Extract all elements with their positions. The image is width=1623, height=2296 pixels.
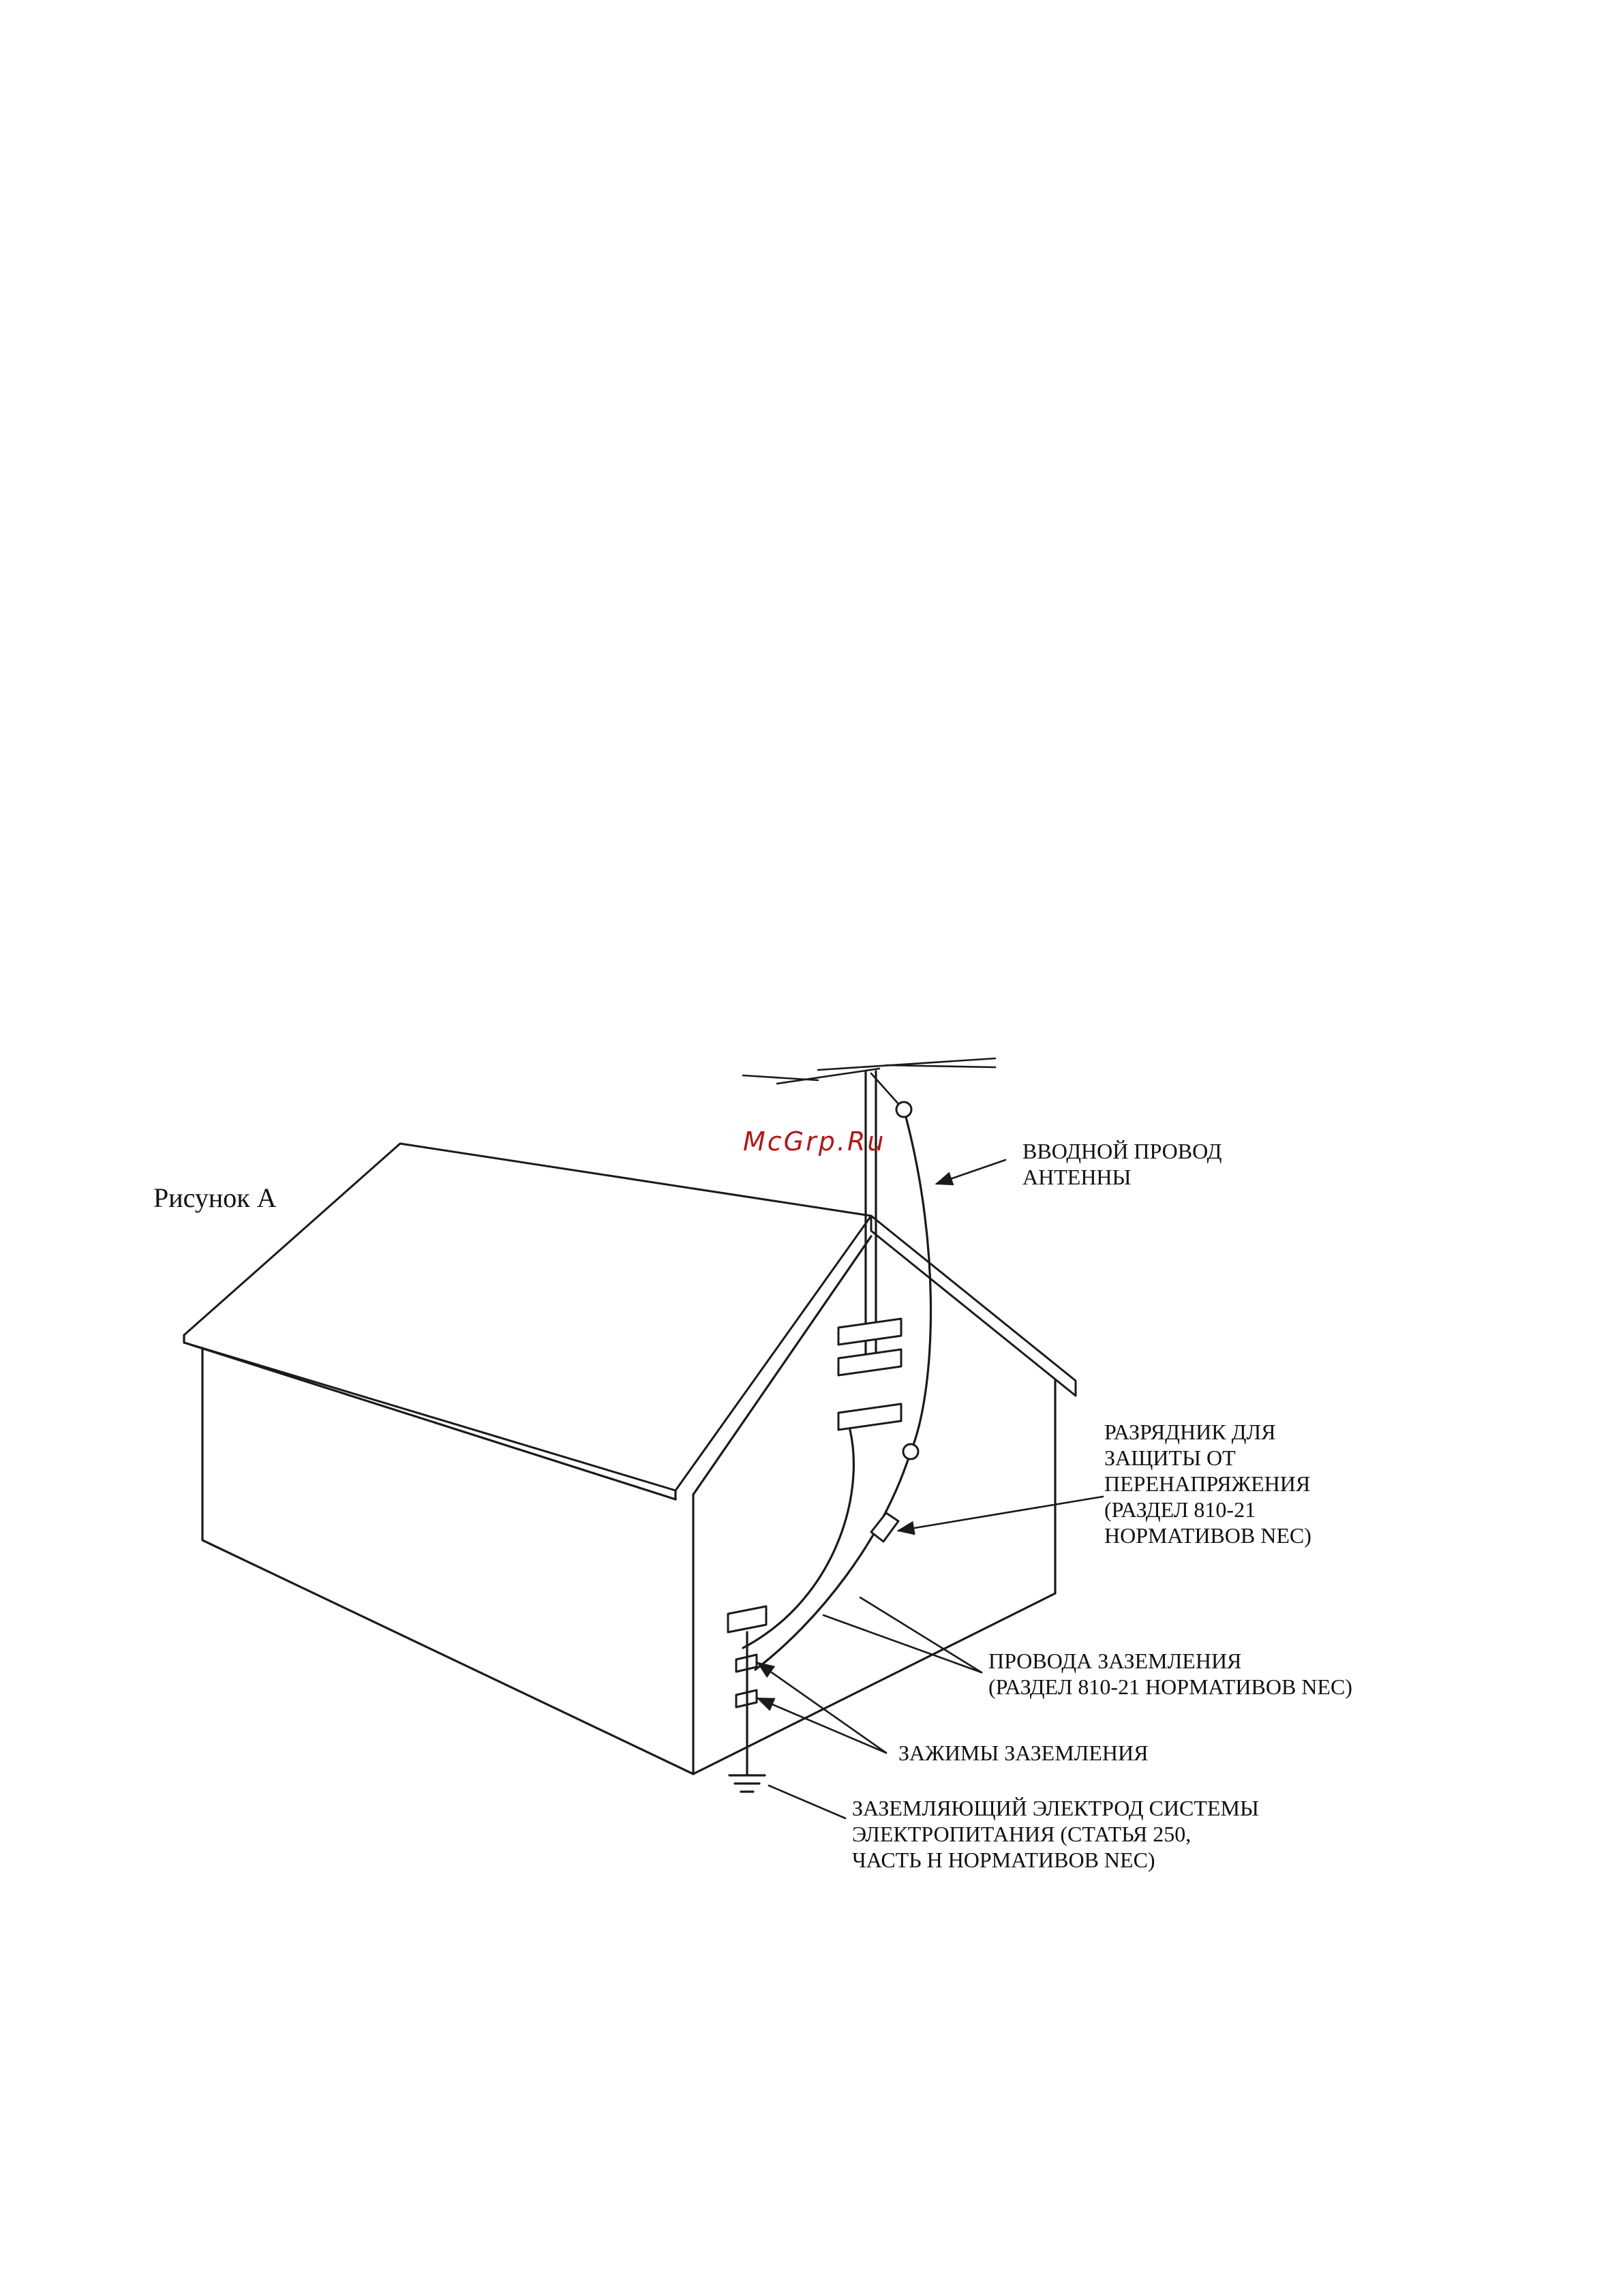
- label-discharge-unit: РАЗРЯДНИК ДЛЯ ЗАЩИТЫ ОТ ПЕРЕНАПРЯЖЕНИЯ (РАЗДЕЛ 810-21 НОРМАТИВОВ NEC): [1104, 1420, 1311, 1548]
- label-ground-clamps: ЗАЖИМЫ ЗАЗЕМЛЕНИЯ: [898, 1741, 1149, 1765]
- mast-standoffs: [838, 1319, 901, 1430]
- house-roof-right: [871, 1216, 1076, 1396]
- label-antenna-lead-in: ВВОДНОЙ ПРОВОД АНТЕННЫ: [1022, 1139, 1222, 1189]
- antenna-lead-in-wire: [755, 1109, 931, 1670]
- house: [184, 1144, 1076, 1774]
- figure-title: Рисунок А: [153, 1182, 277, 1213]
- standoff-insulator-top: [896, 1102, 911, 1117]
- ground-block: [728, 1606, 766, 1632]
- label-grounding-conductors: ПРОВОДА ЗАЗЕМЛЕНИЯ (РАЗДЕЛ 810-21 НОРМАТИВОВ NEC): [988, 1649, 1352, 1699]
- ground-symbol-icon: [729, 1775, 765, 1792]
- antenna-icon: [743, 1058, 995, 1105]
- discharge-unit: [871, 1513, 898, 1542]
- standoff-insulator-lower: [903, 1444, 918, 1459]
- label-power-electrode: ЗАЗЕМЛЯЮЩИЙ ЭЛЕКТРОД СИСТЕМЫ ЭЛЕКТРОПИТАНИЯ (СТАТЬЯ 250, ЧАСТЬ Н НОРМАТИВОВ NEC): [852, 1796, 1259, 1872]
- house-roof-left: [184, 1144, 871, 1490]
- watermark-logo: McGrp.Ru: [743, 1127, 886, 1157]
